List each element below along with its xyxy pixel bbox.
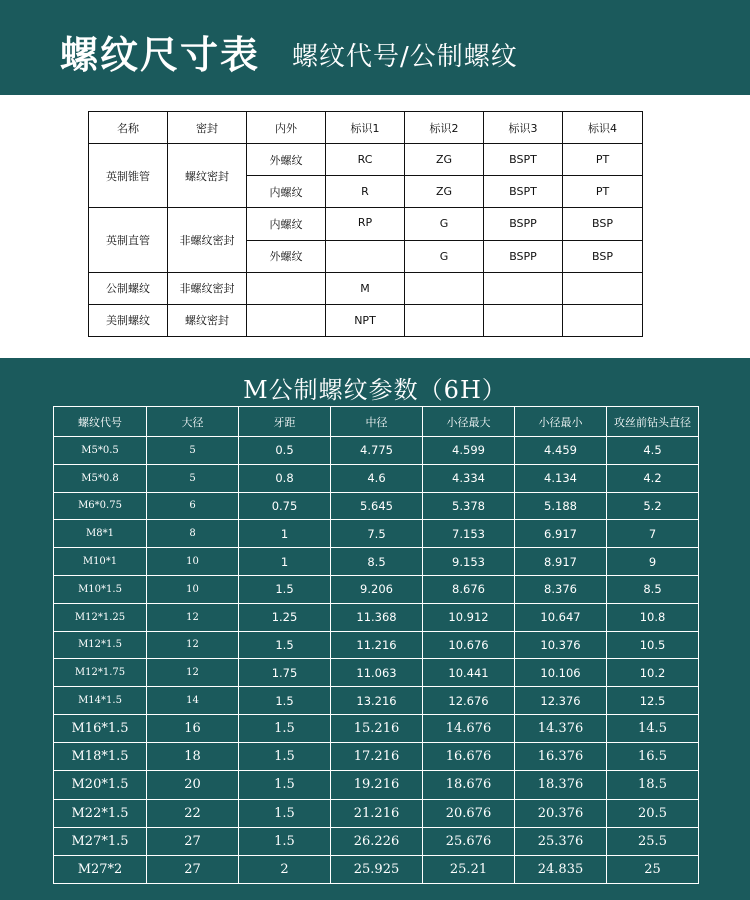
table-cell xyxy=(247,272,326,304)
thread-code-cell: M20*1.5 xyxy=(54,771,147,799)
table-cell: 18.676 xyxy=(423,771,515,799)
table-row xyxy=(54,437,699,465)
table-cell: RC xyxy=(326,144,405,176)
table-cell: 14.5 xyxy=(607,714,699,742)
table-row xyxy=(54,855,699,883)
table-row xyxy=(89,144,643,176)
table-cell: 9.153 xyxy=(423,548,515,576)
table-cell: 16.676 xyxy=(423,743,515,771)
thread-code-cell: M10*1.5 xyxy=(54,575,147,603)
thread-code-cell: M12*1.25 xyxy=(54,603,147,631)
table-cell: 25.925 xyxy=(331,855,423,883)
table-cell: 12.376 xyxy=(515,687,607,715)
thread-code-table xyxy=(88,111,643,337)
table-cell: G xyxy=(405,208,484,240)
table-cell: 1 xyxy=(239,520,331,548)
table-cell: 5.2 xyxy=(607,492,699,520)
table-cell: 12.5 xyxy=(607,687,699,715)
table-cell: 1.5 xyxy=(239,687,331,715)
table-cell: 1.5 xyxy=(239,771,331,799)
table-cell: 6 xyxy=(147,492,239,520)
table-cell: 10.676 xyxy=(423,631,515,659)
table-cell: 外螺纹 xyxy=(247,144,326,176)
table-cell: BSP xyxy=(563,208,643,240)
table-cell: 8.5 xyxy=(607,575,699,603)
thread-code-cell: M14*1.5 xyxy=(54,687,147,715)
group-name-cell: 美制螺纹 xyxy=(89,304,168,336)
thread-code-cell: M12*1.75 xyxy=(54,659,147,687)
header-banner xyxy=(0,0,750,95)
header-cell: 攻丝前钻头直径 xyxy=(607,407,699,437)
table-cell xyxy=(563,304,643,336)
table-cell: 5.188 xyxy=(515,492,607,520)
table-cell: 4.775 xyxy=(331,437,423,465)
table-cell: 25.5 xyxy=(607,827,699,855)
table-row xyxy=(54,548,699,576)
table-row xyxy=(54,575,699,603)
table-cell: 25.676 xyxy=(423,827,515,855)
thread-code-cell: M5*0.5 xyxy=(54,437,147,465)
thread-code-cell: M16*1.5 xyxy=(54,714,147,742)
table-cell: 5.645 xyxy=(331,492,423,520)
table-cell: 11.063 xyxy=(331,659,423,687)
table-row xyxy=(54,771,699,799)
table-cell: RP xyxy=(326,208,405,240)
table-cell: 9 xyxy=(607,548,699,576)
header-cell: 中径 xyxy=(331,407,423,437)
table-cell xyxy=(405,272,484,304)
table-cell: BSPP xyxy=(484,208,563,240)
table-cell xyxy=(247,304,326,336)
header-cell: 螺纹代号 xyxy=(54,407,147,437)
table-cell: 1.5 xyxy=(239,575,331,603)
table-cell: 7.5 xyxy=(331,520,423,548)
header-cell: 标识3 xyxy=(484,112,563,144)
table-row xyxy=(89,272,643,304)
table-cell: 10.441 xyxy=(423,659,515,687)
table-cell: 21.216 xyxy=(331,799,423,827)
table-cell xyxy=(405,304,484,336)
table-cell: 24.835 xyxy=(515,855,607,883)
table-cell: 8 xyxy=(147,520,239,548)
table-cell: 26.226 xyxy=(331,827,423,855)
table-cell: BSPT xyxy=(484,144,563,176)
table-cell: 7.153 xyxy=(423,520,515,548)
table-row xyxy=(89,208,643,240)
table-cell: 8.917 xyxy=(515,548,607,576)
table-row xyxy=(54,743,699,771)
thread-code-cell: M27*1.5 xyxy=(54,827,147,855)
table-row xyxy=(54,714,699,742)
table-cell: 16.5 xyxy=(607,743,699,771)
page-title: 螺纹尺寸表 xyxy=(60,33,261,77)
group-name-cell: 英制锥管 xyxy=(89,144,168,208)
table-cell: 11.216 xyxy=(331,631,423,659)
table-cell: M xyxy=(326,272,405,304)
thread-code-cell: M6*0.75 xyxy=(54,492,147,520)
header-cell: 内外 xyxy=(247,112,326,144)
table-header-row xyxy=(54,407,699,437)
table-cell: 15.216 xyxy=(331,714,423,742)
table-row xyxy=(54,659,699,687)
table-cell xyxy=(484,304,563,336)
table-cell: BSP xyxy=(563,240,643,272)
table-cell: 1.5 xyxy=(239,799,331,827)
table-cell: 内螺纹 xyxy=(247,208,326,240)
thread-code-cell: M18*1.5 xyxy=(54,743,147,771)
table-cell: 25 xyxy=(607,855,699,883)
table-cell: R xyxy=(326,176,405,208)
table-cell: 20.676 xyxy=(423,799,515,827)
table-row xyxy=(89,304,643,336)
group-name-cell: 英制直管 xyxy=(89,208,168,272)
table-cell: 2 xyxy=(239,855,331,883)
table-cell: 27 xyxy=(147,855,239,883)
metric-thread-table xyxy=(53,406,699,884)
table-cell: 27 xyxy=(147,827,239,855)
table-cell xyxy=(326,240,405,272)
table-cell: 9.206 xyxy=(331,575,423,603)
table-cell: 4.134 xyxy=(515,464,607,492)
table-cell: 7 xyxy=(607,520,699,548)
table-row xyxy=(54,687,699,715)
table-cell: 20 xyxy=(147,771,239,799)
table-cell: 10.5 xyxy=(607,631,699,659)
table-cell: 4.5 xyxy=(607,437,699,465)
table-cell: 0.8 xyxy=(239,464,331,492)
table-cell: 8.676 xyxy=(423,575,515,603)
table-cell: 16.376 xyxy=(515,743,607,771)
table-cell: 8.376 xyxy=(515,575,607,603)
table-row xyxy=(54,799,699,827)
table-cell: 6.917 xyxy=(515,520,607,548)
table-cell: BSPT xyxy=(484,176,563,208)
header-cell: 标识4 xyxy=(563,112,643,144)
table-row xyxy=(54,464,699,492)
header-cell: 小径最小 xyxy=(515,407,607,437)
table-cell: 4.599 xyxy=(423,437,515,465)
table-cell: 4.459 xyxy=(515,437,607,465)
table-cell: 1.5 xyxy=(239,743,331,771)
table-cell: 内螺纹 xyxy=(247,176,326,208)
table-header-row xyxy=(89,112,643,144)
header-cell: 大径 xyxy=(147,407,239,437)
table-cell: 14.376 xyxy=(515,714,607,742)
table-cell: 12 xyxy=(147,631,239,659)
header-cell: 标识1 xyxy=(326,112,405,144)
table-cell: 10 xyxy=(147,575,239,603)
thread-code-cell: M5*0.8 xyxy=(54,464,147,492)
table-cell: 10.912 xyxy=(423,603,515,631)
table-cell: 4.2 xyxy=(607,464,699,492)
table-cell: 5 xyxy=(147,437,239,465)
table-cell: 10.647 xyxy=(515,603,607,631)
table-cell: PT xyxy=(563,144,643,176)
table-cell: 10 xyxy=(147,548,239,576)
table-cell: 10.376 xyxy=(515,631,607,659)
table-cell: NPT xyxy=(326,304,405,336)
table-cell: 1.25 xyxy=(239,603,331,631)
table-row xyxy=(54,492,699,520)
table-cell: 25.376 xyxy=(515,827,607,855)
group-seal-cell: 螺纹密封 xyxy=(168,304,247,336)
table-cell: PT xyxy=(563,176,643,208)
table-cell: 4.334 xyxy=(423,464,515,492)
table-cell: 1.5 xyxy=(239,714,331,742)
thread-code-cell: M10*1 xyxy=(54,548,147,576)
table-cell: 5 xyxy=(147,464,239,492)
header-cell: 标识2 xyxy=(405,112,484,144)
table-cell: 12.676 xyxy=(423,687,515,715)
table-cell: 12 xyxy=(147,659,239,687)
thread-code-cell: M12*1.5 xyxy=(54,631,147,659)
header-cell: 密封 xyxy=(168,112,247,144)
table-cell: 20.376 xyxy=(515,799,607,827)
table-row xyxy=(54,520,699,548)
table-cell: 1.5 xyxy=(239,631,331,659)
thread-code-cell: M8*1 xyxy=(54,520,147,548)
table-cell: 12 xyxy=(147,603,239,631)
table-cell: 16 xyxy=(147,714,239,742)
table-cell: 10.2 xyxy=(607,659,699,687)
table-cell: 20.5 xyxy=(607,799,699,827)
table-cell: G xyxy=(405,240,484,272)
group-seal-cell: 非螺纹密封 xyxy=(168,208,247,272)
table-cell: 10.8 xyxy=(607,603,699,631)
table-cell: 0.5 xyxy=(239,437,331,465)
table-cell: 0.75 xyxy=(239,492,331,520)
table-cell: 18.376 xyxy=(515,771,607,799)
table-cell: 13.216 xyxy=(331,687,423,715)
group-seal-cell: 螺纹密封 xyxy=(168,144,247,208)
table-cell: 18 xyxy=(147,743,239,771)
metric-thread-section xyxy=(0,358,750,900)
table-cell: 1 xyxy=(239,548,331,576)
table-cell: 1.5 xyxy=(239,827,331,855)
table-row xyxy=(54,631,699,659)
table-cell: 22 xyxy=(147,799,239,827)
header-cell: 小径最大 xyxy=(423,407,515,437)
table-cell: ZG xyxy=(405,144,484,176)
table-cell: 11.368 xyxy=(331,603,423,631)
table-row xyxy=(54,603,699,631)
table-cell xyxy=(563,272,643,304)
section-title: M公制螺纹参数（6H） xyxy=(243,376,507,404)
table-cell: 18.5 xyxy=(607,771,699,799)
table-row xyxy=(54,827,699,855)
table-cell: 14 xyxy=(147,687,239,715)
thread-code-cell: M27*2 xyxy=(54,855,147,883)
table-cell: 4.6 xyxy=(331,464,423,492)
table-cell: ZG xyxy=(405,176,484,208)
header-cell: 名称 xyxy=(89,112,168,144)
header-cell: 牙距 xyxy=(239,407,331,437)
group-name-cell: 公制螺纹 xyxy=(89,272,168,304)
table-cell xyxy=(484,272,563,304)
page-subtitle: 螺纹代号/公制螺纹 xyxy=(292,42,518,72)
table-cell: BSPP xyxy=(484,240,563,272)
table-cell: 8.5 xyxy=(331,548,423,576)
group-seal-cell: 非螺纹密封 xyxy=(168,272,247,304)
thread-code-cell: M22*1.5 xyxy=(54,799,147,827)
table-cell: 19.216 xyxy=(331,771,423,799)
table-cell: 25.21 xyxy=(423,855,515,883)
table-cell: 1.75 xyxy=(239,659,331,687)
table-cell: 10.106 xyxy=(515,659,607,687)
table-cell: 5.378 xyxy=(423,492,515,520)
table-cell: 外螺纹 xyxy=(247,240,326,272)
table-cell: 14.676 xyxy=(423,714,515,742)
table-cell: 17.216 xyxy=(331,743,423,771)
